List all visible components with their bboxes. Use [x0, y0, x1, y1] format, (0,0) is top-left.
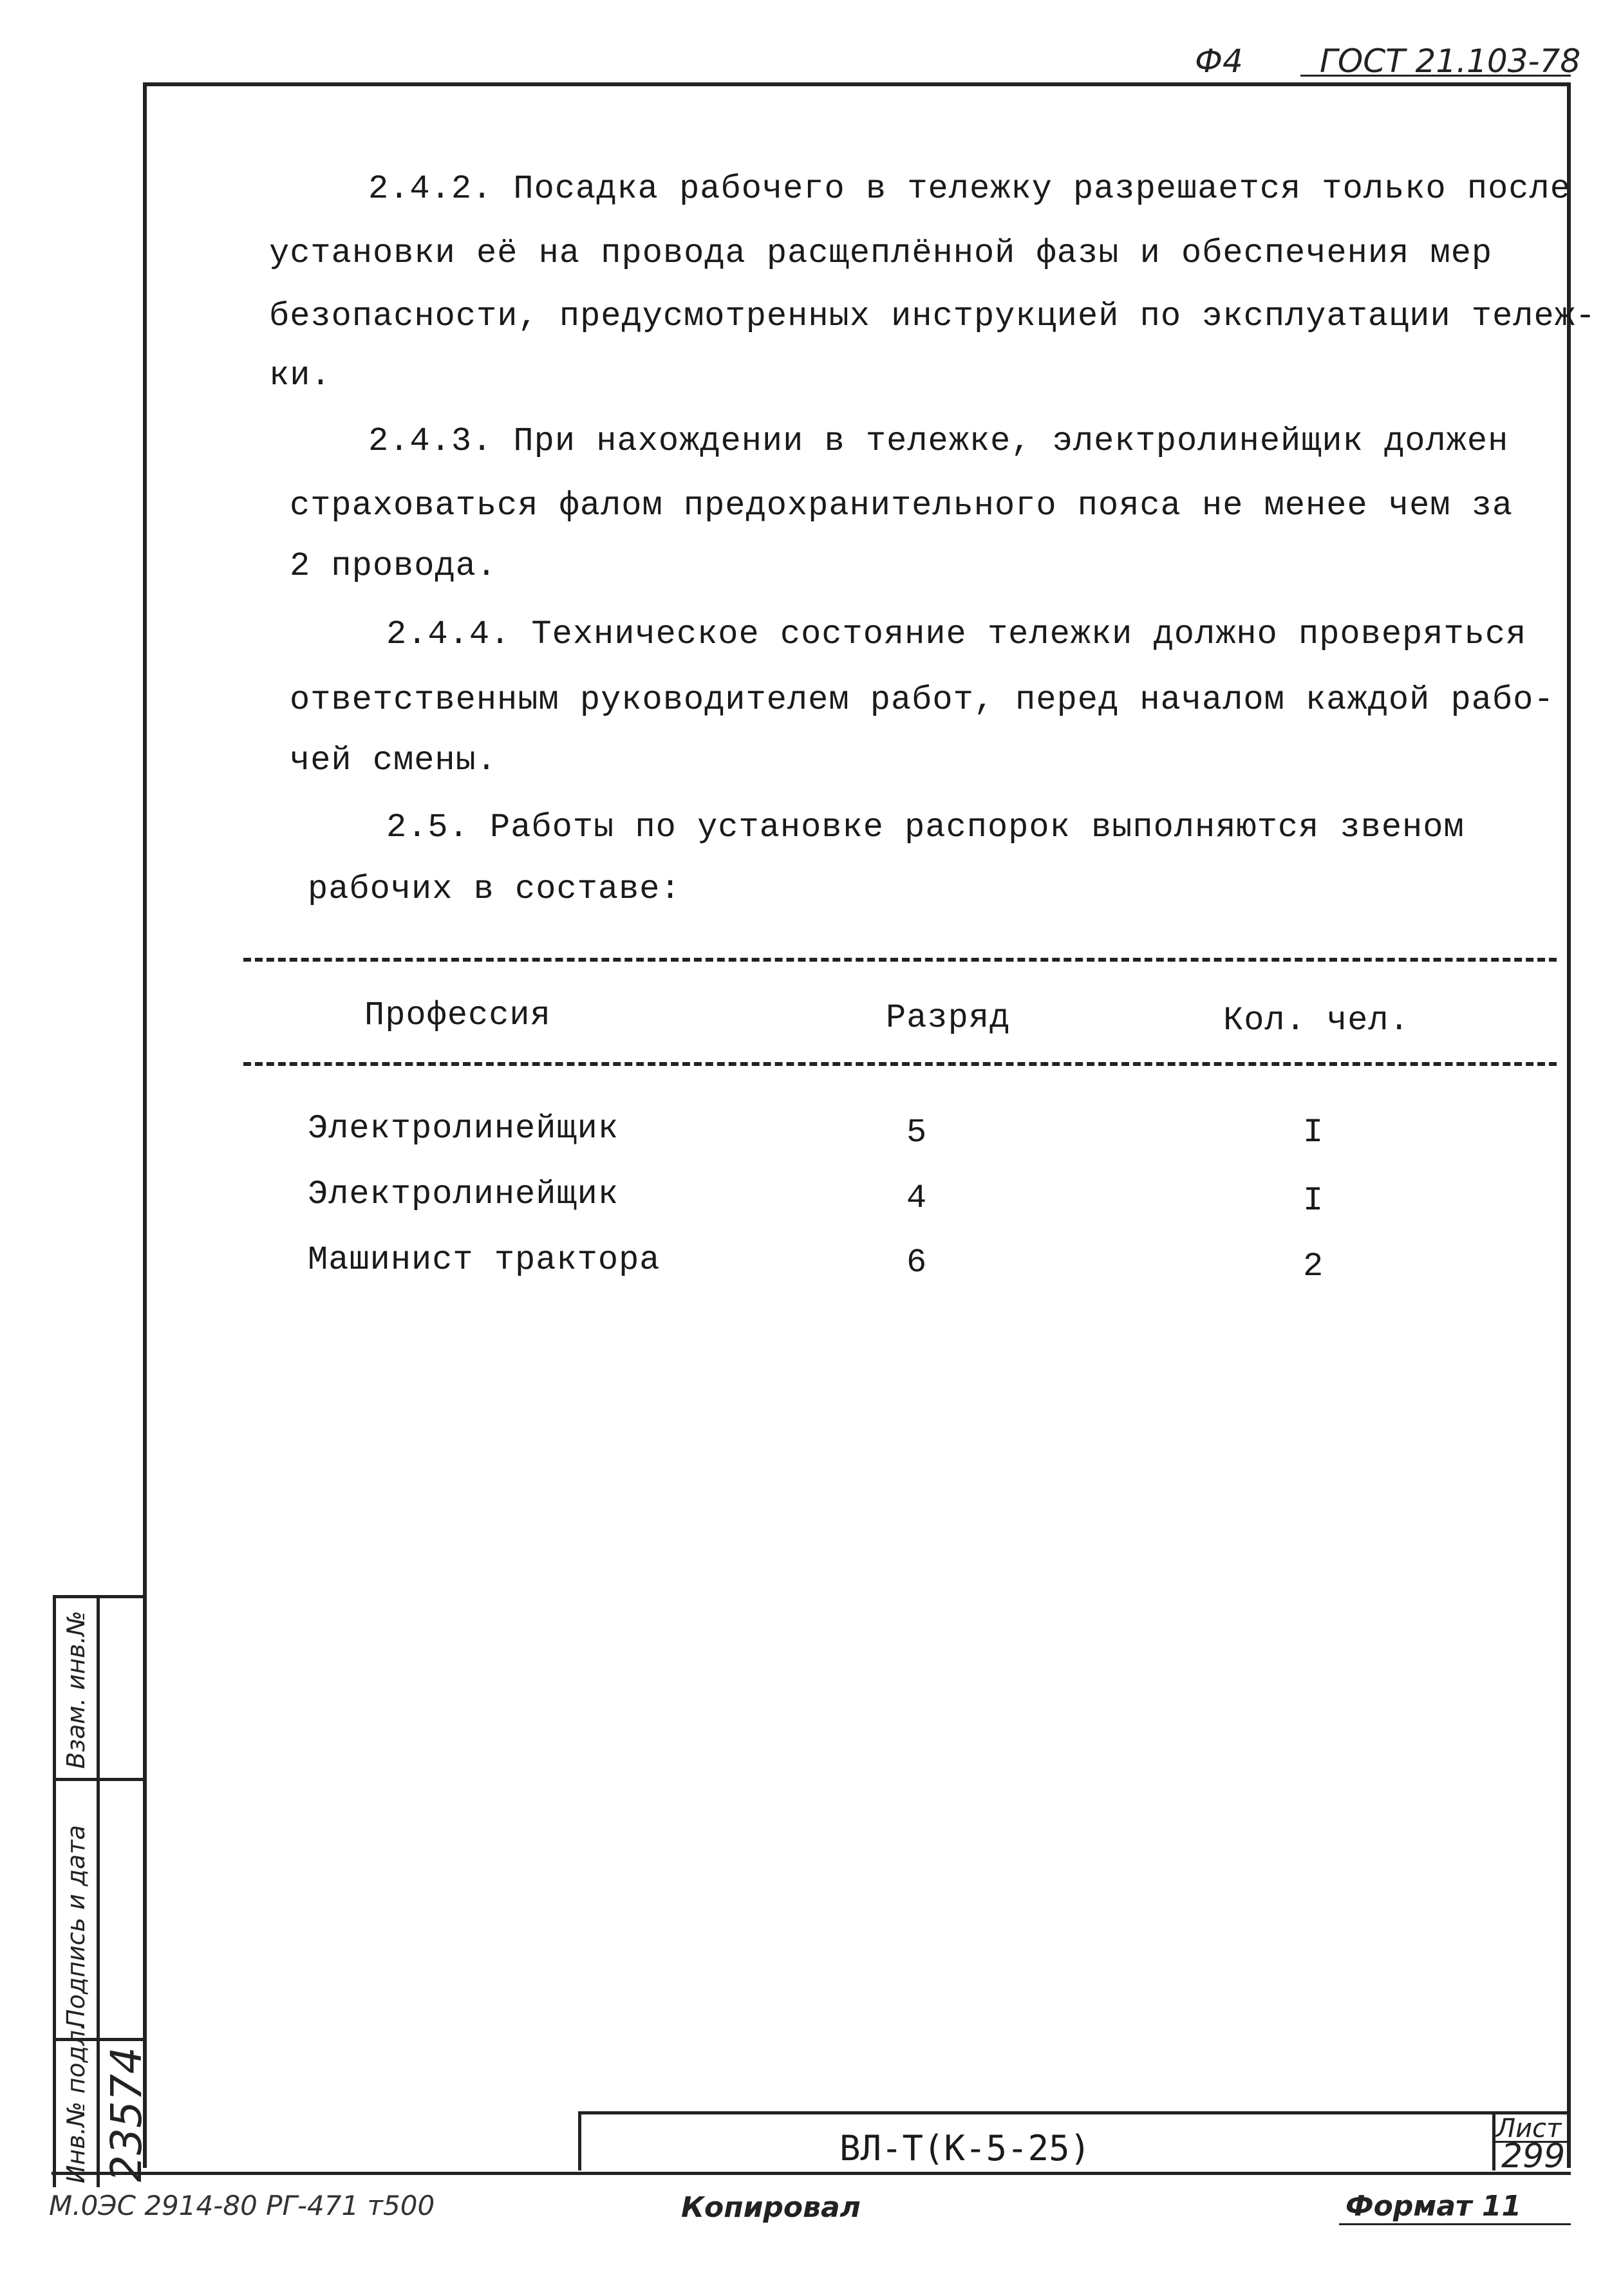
text-line: 2 провода.	[290, 547, 498, 585]
cell-grade: 6	[906, 1244, 928, 1282]
text-line: ки.	[269, 357, 332, 395]
title-block-bottom	[52, 2172, 1571, 2175]
side-stamp-replace-label: Взам. инв.№	[62, 1610, 90, 1769]
text-line: страховаться фалом предохранительного пояса не менее чем за	[290, 487, 1514, 525]
text-line: ответственным руководителем работ, перед началом каждой рабо-	[290, 681, 1555, 719]
cell-grade: 4	[906, 1179, 928, 1217]
header-profession: Профессия	[364, 996, 551, 1034]
text-line: безопасности, предусмотренных инструкцией по эксплуатации тележ-	[269, 297, 1597, 335]
text-line: 2.4.2. Посадка рабочего в тележку разрешается только после	[368, 170, 1571, 208]
cell-profession: Машинист трактора	[308, 1241, 661, 1279]
cell-count: I	[1303, 1114, 1324, 1152]
text-line: 2.4.4. Техническое состояние тележки должно проверяться	[386, 615, 1527, 653]
text-line: 2.4.3. При нахождении в тележке, электролинейщик должен	[368, 422, 1509, 460]
cell-count: 2	[1303, 1247, 1324, 1285]
text-line: рабочих в составе:	[308, 870, 681, 908]
side-stamp-outer-left	[53, 1595, 56, 2187]
cell-profession: Электролинейщик	[308, 1110, 619, 1148]
header-underline	[1300, 75, 1571, 77]
document-code: ВЛ-Т(К-5-25)	[839, 2128, 1091, 2169]
side-stamp-top	[53, 1595, 146, 1598]
side-stamp-signature-label: Подпись и дата	[62, 1825, 90, 2028]
footer-underline	[1339, 2223, 1571, 2225]
side-stamp-divider	[97, 1595, 100, 2187]
title-block-left	[578, 2111, 581, 2170]
header-count: Кол. чел.	[1223, 1002, 1410, 1040]
text-line: 2.5. Работы по установке распорок выполняются звеном	[386, 808, 1465, 846]
copied-label: Копировал	[681, 2191, 861, 2224]
format-label: Формат 11	[1345, 2190, 1522, 2223]
text-line: установки её на провода расщеплённой фазы и обеспечения мер	[269, 234, 1493, 272]
sheet-label: Лист	[1496, 2114, 1562, 2143]
side-stamp-inv-number: 23574	[102, 2047, 151, 2182]
table-header-rule	[243, 1062, 1557, 1066]
table-top-rule	[243, 958, 1557, 962]
print-info: М.0ЭС 2914-80 РГ-471 т500	[49, 2190, 435, 2221]
cell-count: I	[1303, 1182, 1324, 1220]
cell-grade: 5	[906, 1114, 928, 1152]
form-code: Ф4	[1195, 42, 1243, 80]
header-grade: Разряд	[886, 999, 1011, 1037]
sheet-number: 299	[1501, 2137, 1566, 2176]
text-line: чей смены.	[290, 742, 498, 779]
cell-profession: Электролинейщик	[308, 1175, 619, 1213]
title-block-top	[578, 2111, 1571, 2114]
standard-code: ГОСТ 21.103-78	[1320, 42, 1581, 80]
side-stamp-inv-label: Инв.№ подл.	[62, 2022, 90, 2183]
side-stamp-sep-1	[53, 1778, 146, 1781]
